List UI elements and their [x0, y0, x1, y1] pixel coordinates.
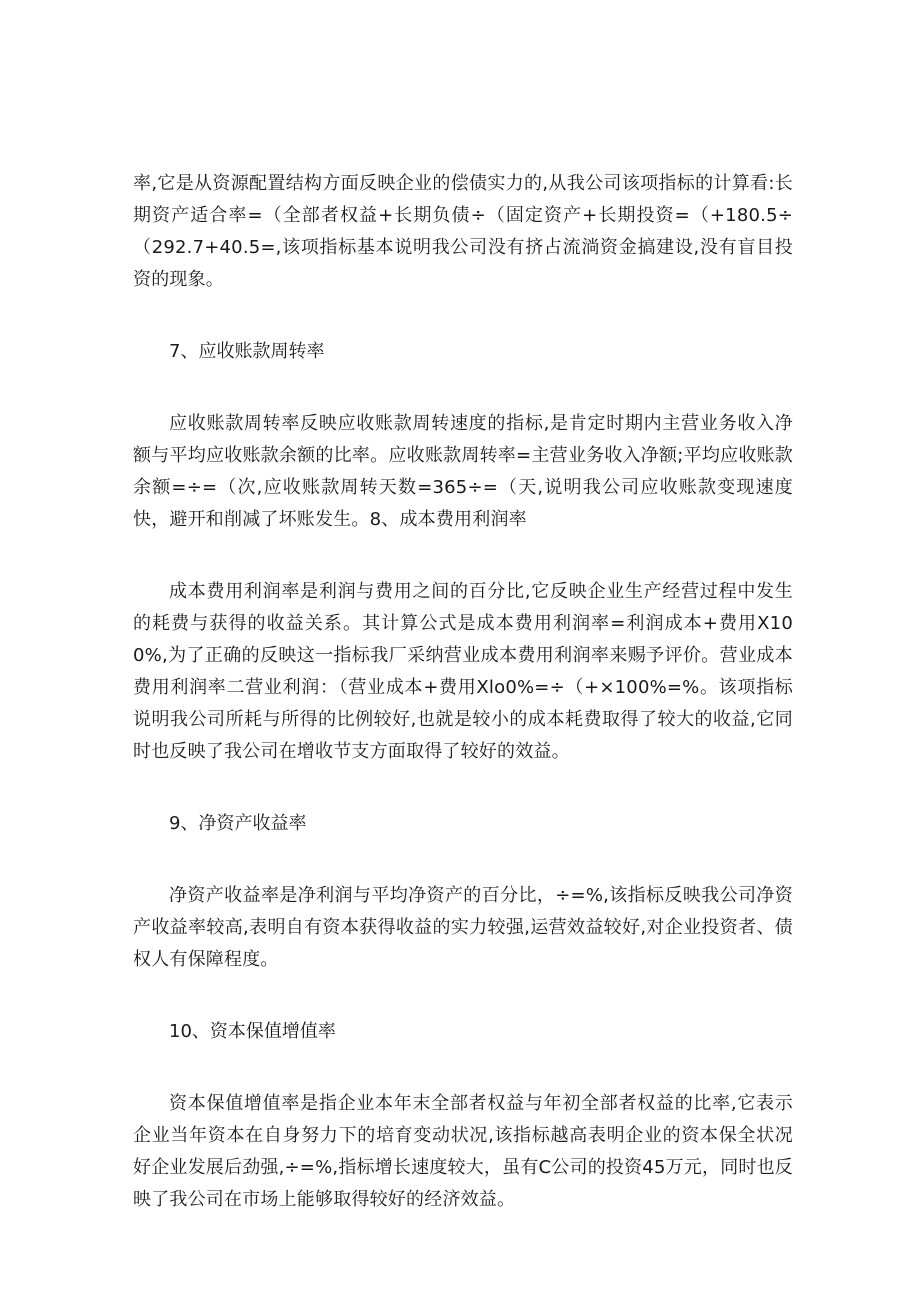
- spacer: [133, 768, 793, 808]
- spacer: [133, 368, 793, 408]
- paragraph-capital-preservation: 资本保值增值率是指企业本年末全部者权益与年初全部者权益的比率,它表示企业当年资本在自身努力下的培育变动状况,该指标越高表明企业的资本保全状况好企业发展后劲强,÷=%,指标增长速度较大，虽有C公司的投资45万元，同时也反映了我公司在市场上能够取得较好的经济效益。: [133, 1093, 793, 1210]
- spacer: [133, 840, 793, 880]
- spacer: [133, 976, 793, 1016]
- section-heading-receivables-turnover: 7、应收账款周转率: [169, 341, 325, 362]
- document-body: [133, 168, 793, 1216]
- spacer: [133, 1048, 793, 1088]
- section-heading-capital-preservation: 10、资本保值增值率: [169, 1021, 336, 1042]
- section-heading-return-on-equity: 9、净资产收益率: [169, 813, 307, 834]
- paragraph-cost-profit-ratio: 成本费用利润率是利润与费用之间的百分比,它反映企业生产经营过程中发生的耗费与获得的收益关系。其计算公式是成本费用利润率=利润成本+费用X100%,为了正确的反映这一指标我厂采纳营业成本费用利润率来赐予评价。营业成本费用利润率二营业利润：（营业成本+费用Xlo0%=÷（+×100%=%。该项指标说明我公司所耗与所得的比例较好,也就是较小的成本耗费取得了较大的收益,它同时也反映了我公司在增收节支方面取得了较好的效益。: [133, 581, 793, 762]
- spacer: [133, 536, 793, 576]
- paragraph-long-term-asset-ratio: 率,它是从资源配置结构方面反映企业的偿债实力的,从我公司该项指标的计算看:长期资产适合率=（全部者权益+长期负债÷（固定资产+长期投资=（+180.5÷（292.7+40.5=,该项指标基本说明我公司没有挤占流淌资金搞建设,没有盲目投资的现象。: [133, 173, 793, 290]
- paragraph-return-on-equity: 净资产收益率是净利润与平均净资产的百分比，÷=%,该指标反映我公司净资产收益率较高,表明自有资本获得收益的实力较强,运营效益较好,对企业投资者、债权人有保障程度。: [133, 885, 793, 970]
- spacer: [133, 296, 793, 336]
- paragraph-receivables-turnover: 应收账款周转率反映应收账款周转速度的指标,是肯定时期内主营业务收入净额与平均应收账款余额的比率。应收账款周转率=主营业务收入净额;平均应收账款余额=÷=（次,应收账款周转天数=365÷=（天,说明我公司应收账款变现速度快，避开和削减了坏账发生。8、成本费用利润率: [133, 413, 793, 530]
